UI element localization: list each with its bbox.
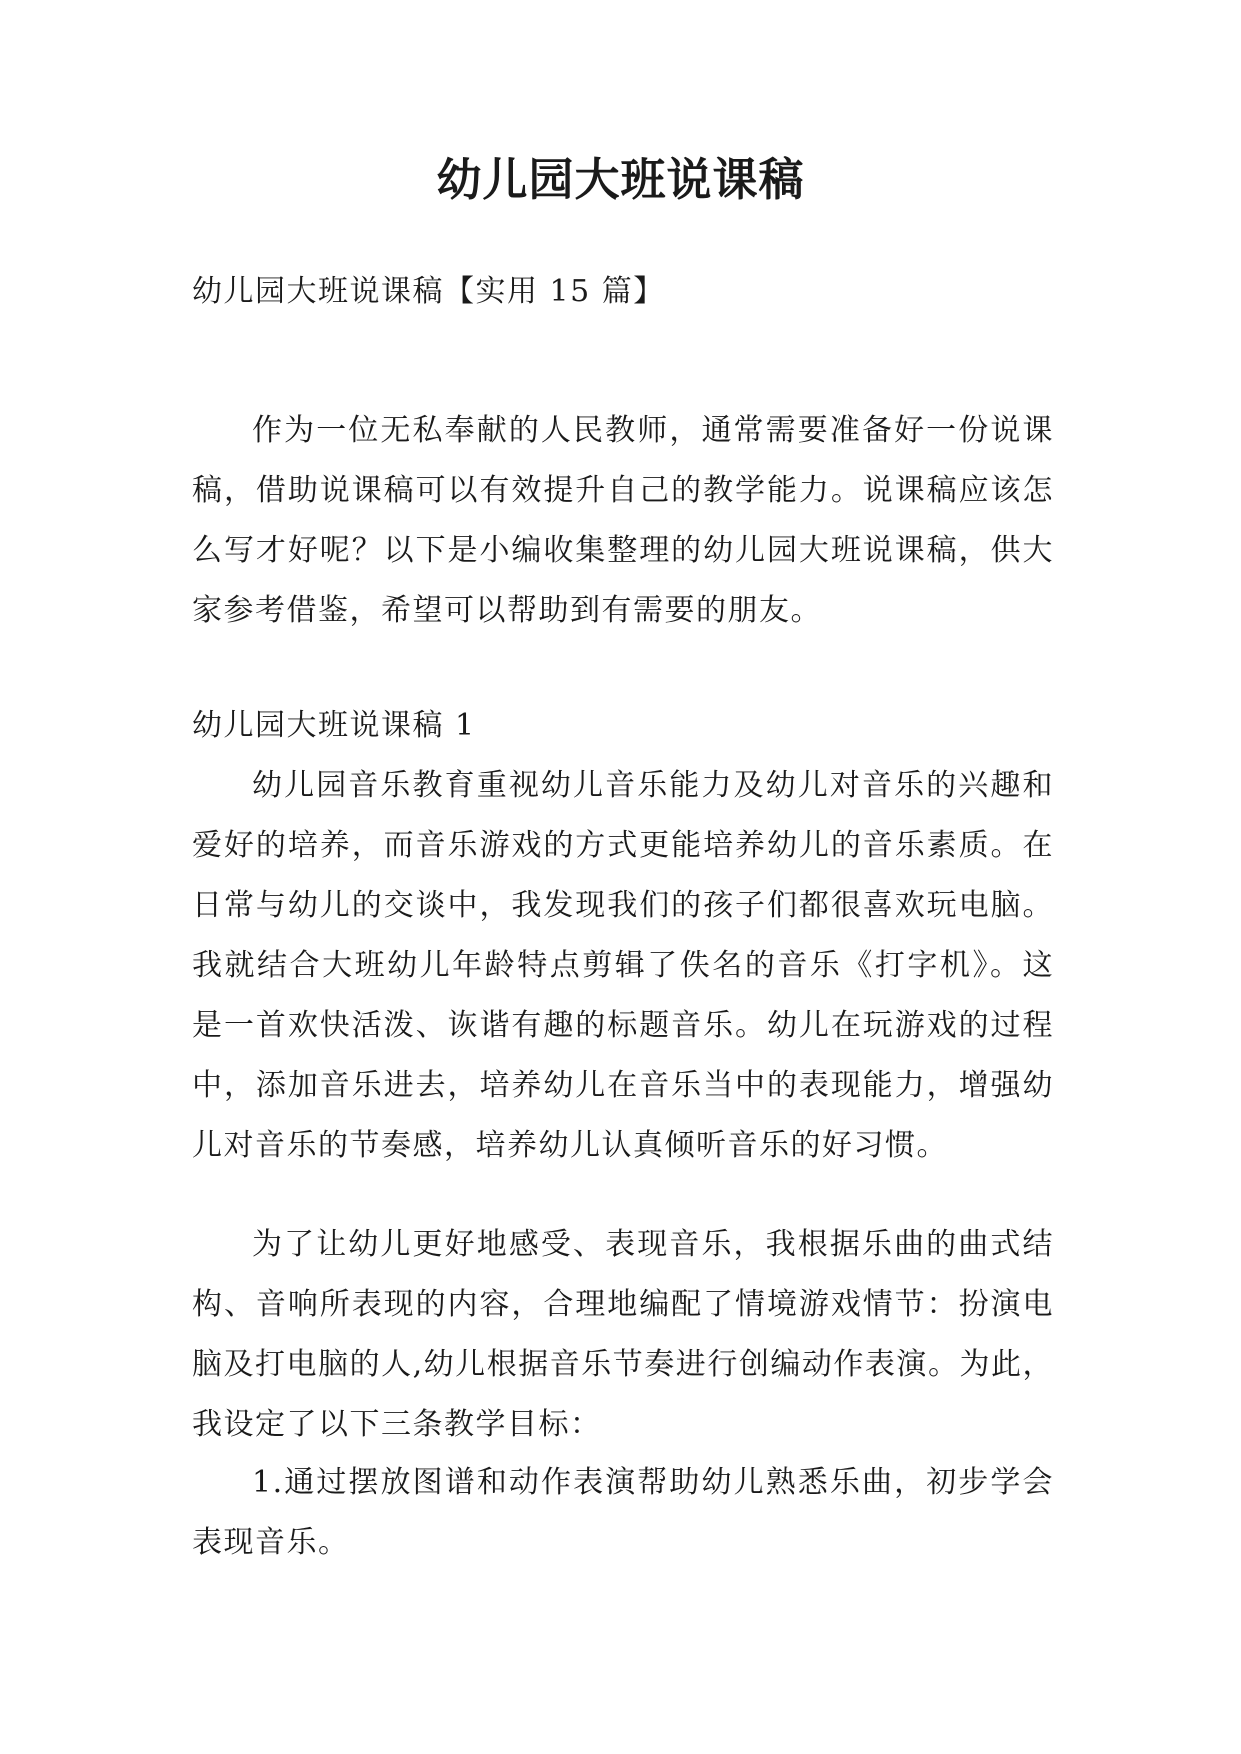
body-paragraph: 幼儿园音乐教育重视幼儿音乐能力及幼儿对音乐的兴趣和爱好的培养，而音乐游戏的方式更能培养幼儿的音乐素质。在日常与幼儿的交谈中，我发现我们的孩子们都很喜欢玩电脑。我就结合大班幼儿年龄特点剪辑了佚名的音乐《打字机》。这是一首欢快活泼、诙谐有趣的标题音乐。幼儿在玩游戏的过程中，添加音乐进去，培养幼儿在音乐当中的表现能力，增强幼儿对音乐的节奏感，培养幼儿认真倾听音乐的好习惯。 <box>192 768 1054 1163</box>
document-subtitle: 幼儿园大班说课稿【实用 15 篇】 <box>192 274 665 309</box>
list-item-objective: 1.通过摆放图谱和动作表演帮助幼儿熟悉乐曲，初步学会表现音乐。 <box>192 1465 1054 1560</box>
section-heading: 幼儿园大班说课稿 1 <box>192 708 476 743</box>
body-paragraph: 为了让幼儿更好地感受、表现音乐，我根据乐曲的曲式结构、音响所表现的内容，合理地编配了情境游戏情节：扮演电脑及打电脑的人,幼儿根据音乐节奏进行创编动作表演。为此，我设定了以下三条教学目标： <box>192 1227 1054 1442</box>
document-title: 幼儿园大班说课稿 <box>436 153 805 206</box>
intro-paragraph: 作为一位无私奉献的人民教师，通常需要准备好一份说课稿，借助说课稿可以有效提升自己的教学能力。说课稿应该怎么写才好呢？以下是小编收集整理的幼儿园大班说课稿，供大家参考借鉴，希望可以帮助到有需要的朋友。 <box>192 413 1054 628</box>
